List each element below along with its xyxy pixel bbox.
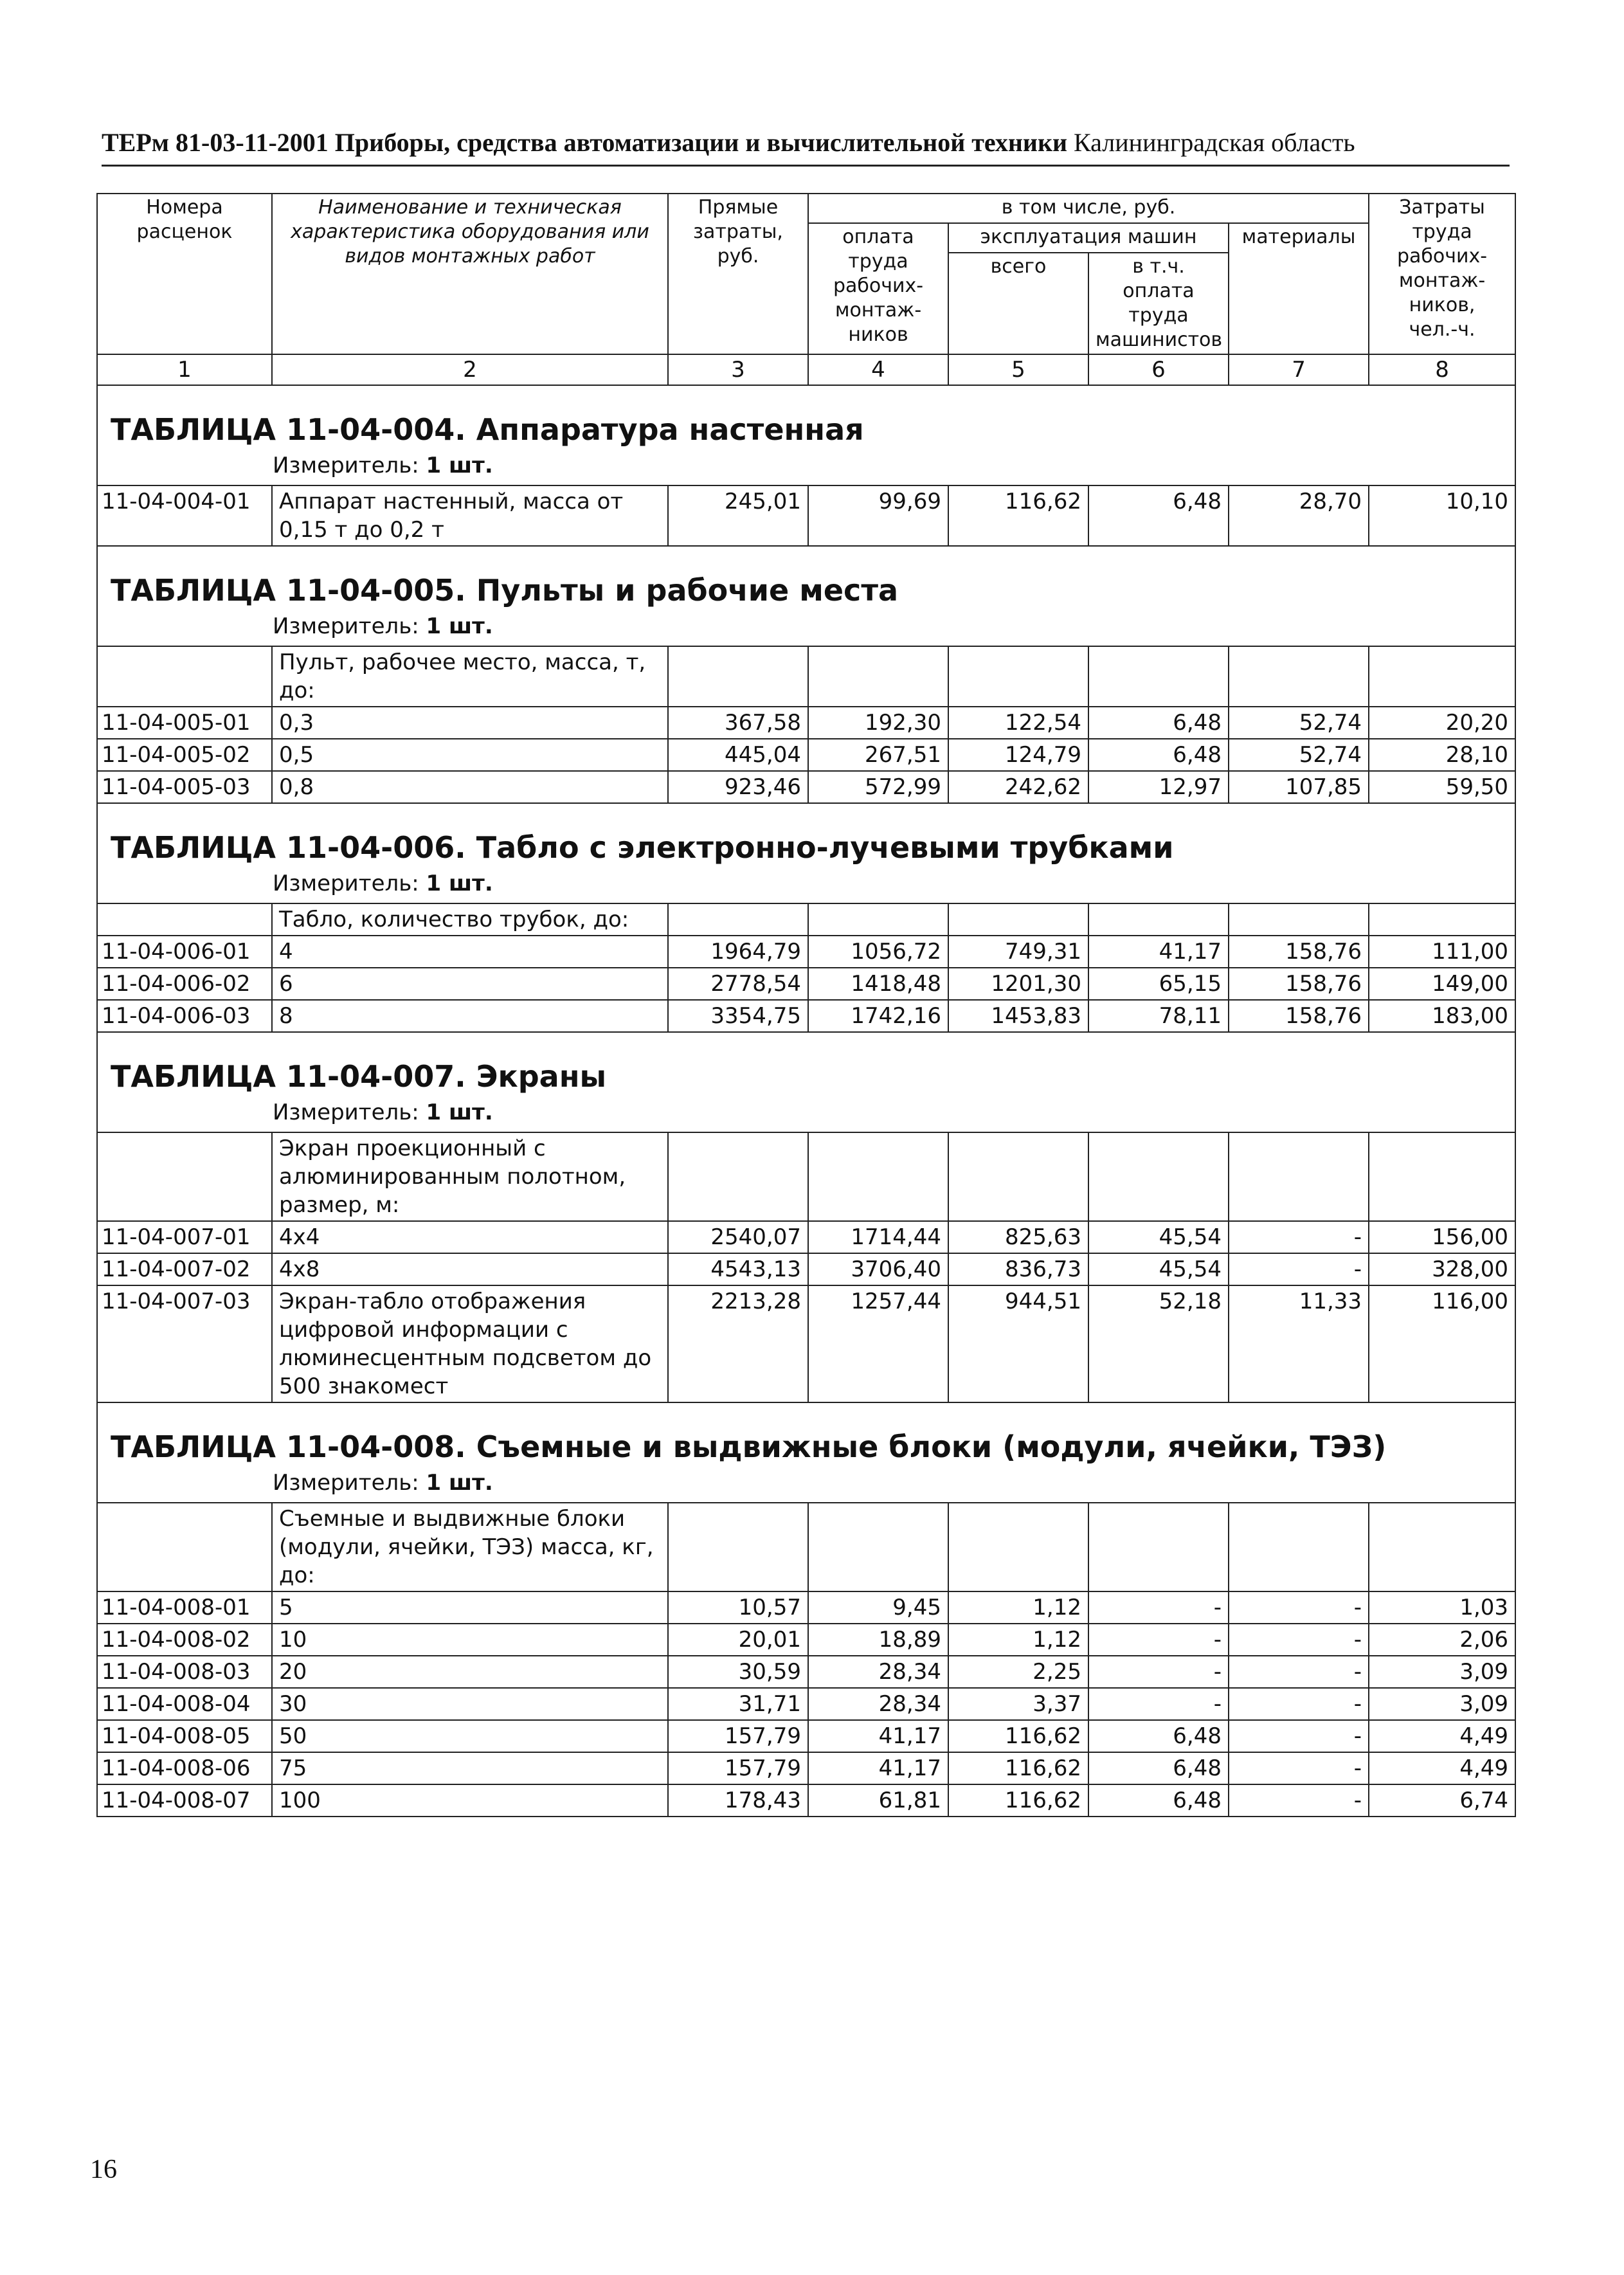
section-header	[97, 803, 1515, 903]
cell-labor: 10,10	[1369, 485, 1515, 546]
cell-labor: 59,50	[1369, 771, 1515, 803]
cell-materials: 158,76	[1229, 936, 1369, 968]
subheader-empty-cell	[97, 646, 272, 707]
section-title: ТАБЛИЦА 11-04-007. Экраны	[111, 1059, 607, 1094]
subheader-empty-cell	[808, 646, 948, 707]
section-title: ТАБЛИЦА 11-04-006. Табло с электронно-лучевыми трубками	[111, 830, 1174, 865]
cell-mach-wages: -	[1088, 1688, 1229, 1720]
cell-direct: 2778,54	[668, 968, 808, 1000]
cell-materials: -	[1229, 1752, 1369, 1784]
cell-direct: 2540,07	[668, 1221, 808, 1253]
subheader-empty-cell	[1369, 903, 1515, 936]
table-row	[97, 485, 1515, 546]
cell-code: 11-04-007-03	[97, 1285, 272, 1402]
col-header-machines-wages: в т.ч. оплата труда машинистов	[1088, 253, 1229, 354]
cell-code: 11-04-008-01	[97, 1591, 272, 1624]
cell-mach: 825,63	[948, 1221, 1088, 1253]
cell-mach-wages: 78,11	[1088, 1000, 1229, 1032]
section-header-row	[97, 803, 1515, 903]
cell-wages: 572,99	[808, 771, 948, 803]
subheader-empty-cell	[1088, 646, 1229, 707]
subheader-empty-cell	[808, 1503, 948, 1591]
cell-materials: -	[1229, 1784, 1369, 1817]
subheader-empty-cell	[1229, 903, 1369, 936]
subheader-text: Пульт, рабочее место, масса, т, до:	[272, 646, 668, 707]
section-header	[97, 546, 1515, 646]
cell-name: 30	[272, 1688, 668, 1720]
subheader-empty-cell	[808, 903, 948, 936]
subheader-empty-cell	[668, 903, 808, 936]
table-row	[97, 1000, 1515, 1032]
cell-name: 50	[272, 1720, 668, 1752]
cell-direct: 30,59	[668, 1656, 808, 1688]
cell-mach-wages: 12,97	[1088, 771, 1229, 803]
cell-name: 20	[272, 1656, 668, 1688]
cell-mach: 836,73	[948, 1253, 1088, 1285]
subheader-empty-cell	[948, 1132, 1088, 1221]
cell-wages: 41,17	[808, 1752, 948, 1784]
rates-table	[96, 193, 1516, 1817]
cell-mach-wages: -	[1088, 1624, 1229, 1656]
cell-direct: 178,43	[668, 1784, 808, 1817]
subheader-empty-cell	[1229, 1132, 1369, 1221]
cell-labor: 4,49	[1369, 1720, 1515, 1752]
subheader-row	[97, 1503, 1515, 1591]
cell-direct: 245,01	[668, 485, 808, 546]
cell-name: 4х8	[272, 1253, 668, 1285]
cell-wages: 18,89	[808, 1624, 948, 1656]
cell-code: 11-04-008-06	[97, 1752, 272, 1784]
cell-materials: -	[1229, 1656, 1369, 1688]
section-header	[97, 1032, 1515, 1132]
subheader-row	[97, 646, 1515, 707]
header-row-1	[97, 194, 1515, 223]
meter-value: 1 шт.	[426, 1470, 493, 1496]
cell-name: 0,8	[272, 771, 668, 803]
section-header-row	[97, 385, 1515, 485]
cell-direct: 4543,13	[668, 1253, 808, 1285]
cell-labor: 20,20	[1369, 707, 1515, 739]
subheader-empty-cell	[1088, 903, 1229, 936]
cell-labor: 149,00	[1369, 968, 1515, 1000]
cell-mach-wages: 6,48	[1088, 707, 1229, 739]
section-title: ТАБЛИЦА 11-04-008. Съемные и выдвижные блоки (модули, ячейки, ТЭЗ)	[111, 1429, 1387, 1464]
subheader-empty-cell	[1369, 1503, 1515, 1591]
cell-mach: 124,79	[948, 739, 1088, 771]
column-numbers-row	[97, 354, 1515, 385]
subheader-empty-cell	[808, 1132, 948, 1221]
cell-name: 75	[272, 1752, 668, 1784]
subheader-empty-cell	[1369, 646, 1515, 707]
cell-materials: -	[1229, 1591, 1369, 1624]
table-row	[97, 1720, 1515, 1752]
col-number: 2	[272, 354, 668, 385]
cell-code: 11-04-008-07	[97, 1784, 272, 1817]
cell-code: 11-04-006-03	[97, 1000, 272, 1032]
cell-direct: 2213,28	[668, 1285, 808, 1402]
cell-labor: 116,00	[1369, 1285, 1515, 1402]
cell-mach-wages: 6,48	[1088, 1784, 1229, 1817]
cell-wages: 28,34	[808, 1656, 948, 1688]
subheader-empty-cell	[97, 1132, 272, 1221]
col-number: 5	[948, 354, 1088, 385]
col-header-wages: оплата труда рабочих-монтаж-ников	[808, 223, 948, 354]
cell-materials: 28,70	[1229, 485, 1369, 546]
subheader-empty-cell	[668, 1503, 808, 1591]
cell-wages: 1257,44	[808, 1285, 948, 1402]
cell-mach: 116,62	[948, 1752, 1088, 1784]
section-title: ТАБЛИЦА 11-04-004. Аппаратура настенная	[111, 412, 864, 447]
cell-wages: 1056,72	[808, 936, 948, 968]
subheader-empty-cell	[97, 903, 272, 936]
section-meter	[98, 451, 1515, 485]
cell-labor: 1,03	[1369, 1591, 1515, 1624]
col-header-labor	[1369, 194, 1515, 354]
cell-mach-wages: 6,48	[1088, 739, 1229, 771]
cell-code: 11-04-008-03	[97, 1656, 272, 1688]
cell-code: 11-04-008-05	[97, 1720, 272, 1752]
section-meter	[98, 1469, 1515, 1502]
cell-mach: 1201,30	[948, 968, 1088, 1000]
title-divider	[102, 165, 1510, 167]
cell-mach-wages: 6,48	[1088, 485, 1229, 546]
cell-wages: 3706,40	[808, 1253, 948, 1285]
cell-wages: 99,69	[808, 485, 948, 546]
cell-wages: 61,81	[808, 1784, 948, 1817]
section-header	[97, 1402, 1515, 1503]
subheader-empty-cell	[948, 903, 1088, 936]
col-header-machines-total: всего	[948, 253, 1088, 354]
col-number: 3	[668, 354, 808, 385]
subheader-empty-cell	[668, 646, 808, 707]
document-title	[102, 127, 1510, 158]
col-number: 4	[808, 354, 948, 385]
cell-materials: -	[1229, 1720, 1369, 1752]
cell-materials: -	[1229, 1253, 1369, 1285]
col-header-direct: Прямые затраты, руб.	[668, 194, 808, 354]
cell-materials: 158,76	[1229, 968, 1369, 1000]
cell-mach: 749,31	[948, 936, 1088, 968]
subheader-empty-cell	[668, 1132, 808, 1221]
table-row	[97, 1624, 1515, 1656]
subheader-empty-cell	[97, 1503, 272, 1591]
cell-direct: 20,01	[668, 1624, 808, 1656]
subheader-text: Табло, количество трубок, до:	[272, 903, 668, 936]
cell-wages: 267,51	[808, 739, 948, 771]
cell-direct: 3354,75	[668, 1000, 808, 1032]
cell-direct: 445,04	[668, 739, 808, 771]
subheader-empty-cell	[1229, 1503, 1369, 1591]
subheader-empty-cell	[1369, 1132, 1515, 1221]
subheader-empty-cell	[948, 1503, 1088, 1591]
cell-wages: 41,17	[808, 1720, 948, 1752]
meter-value: 1 шт.	[426, 453, 493, 478]
subheader-empty-cell	[1088, 1503, 1229, 1591]
subheader-row	[97, 1132, 1515, 1221]
cell-mach-wages: 52,18	[1088, 1285, 1229, 1402]
cell-direct: 923,46	[668, 771, 808, 803]
meter-label: Измеритель:	[273, 453, 419, 478]
cell-name: 100	[272, 1784, 668, 1817]
cell-code: 11-04-005-03	[97, 771, 272, 803]
table-row	[97, 936, 1515, 968]
cell-name: 5	[272, 1591, 668, 1624]
cell-mach-wages: 65,15	[1088, 968, 1229, 1000]
cell-direct: 367,58	[668, 707, 808, 739]
cell-mach: 116,62	[948, 485, 1088, 546]
meter-value: 1 шт.	[426, 613, 493, 639]
meter-label: Измеритель:	[273, 1470, 419, 1496]
section-title: ТАБЛИЦА 11-04-005. Пульты и рабочие места	[111, 573, 899, 608]
cell-wages: 192,30	[808, 707, 948, 739]
cell-code: 11-04-008-02	[97, 1624, 272, 1656]
table-row	[97, 1752, 1515, 1784]
meter-value: 1 шт.	[426, 1100, 493, 1125]
cell-mach-wages: 6,48	[1088, 1752, 1229, 1784]
cell-labor: 28,10	[1369, 739, 1515, 771]
cell-mach: 3,37	[948, 1688, 1088, 1720]
col-header-labor-unit: чел.-ч.	[1409, 318, 1475, 341]
document-title-bold: ТЕРм 81-03-11-2001 Приборы, средства автоматизации и вычислительной техники	[102, 128, 1068, 157]
cell-mach: 122,54	[948, 707, 1088, 739]
cell-mach: 1,12	[948, 1591, 1088, 1624]
cell-materials: -	[1229, 1688, 1369, 1720]
cell-materials: -	[1229, 1221, 1369, 1253]
cell-wages: 28,34	[808, 1688, 948, 1720]
cell-wages: 1742,16	[808, 1000, 948, 1032]
cell-mach: 116,62	[948, 1784, 1088, 1817]
cell-name: 0,5	[272, 739, 668, 771]
cell-code: 11-04-007-02	[97, 1253, 272, 1285]
table-row	[97, 1688, 1515, 1720]
cell-wages: 1714,44	[808, 1221, 948, 1253]
table-row	[97, 1221, 1515, 1253]
cell-name: Аппарат настенный, масса от 0,15 т до 0,2 т	[272, 485, 668, 546]
col-header-labor-text: Затраты труда рабочих-монтаж-ников,	[1396, 196, 1488, 316]
cell-labor: 3,09	[1369, 1656, 1515, 1688]
section-meter	[98, 869, 1515, 903]
document-title-region: Калининградская область	[1074, 128, 1355, 157]
col-header-name: Наименование и техническая характеристика оборудования или видов монтажных работ	[272, 194, 668, 354]
rates-table-body	[97, 194, 1515, 1817]
subheader-empty-cell	[948, 646, 1088, 707]
table-row	[97, 739, 1515, 771]
cell-materials: 158,76	[1229, 1000, 1369, 1032]
cell-mach: 242,62	[948, 771, 1088, 803]
cell-mach-wages: 6,48	[1088, 1720, 1229, 1752]
cell-mach-wages: -	[1088, 1656, 1229, 1688]
cell-materials: 11,33	[1229, 1285, 1369, 1402]
cell-labor: 2,06	[1369, 1624, 1515, 1656]
cell-materials: 52,74	[1229, 707, 1369, 739]
meter-label: Измеритель:	[273, 613, 419, 639]
cell-name: 8	[272, 1000, 668, 1032]
page-number: 16	[90, 2155, 117, 2184]
col-header-codes: Номера расценок	[97, 194, 272, 354]
cell-direct: 10,57	[668, 1591, 808, 1624]
section-header	[97, 385, 1515, 485]
cell-mach-wages: 45,54	[1088, 1253, 1229, 1285]
cell-direct: 31,71	[668, 1688, 808, 1720]
col-header-machines: эксплуатация машин	[948, 223, 1229, 253]
cell-code: 11-04-005-01	[97, 707, 272, 739]
cell-labor: 156,00	[1369, 1221, 1515, 1253]
table-row	[97, 1656, 1515, 1688]
table-row	[97, 1253, 1515, 1285]
table-row	[97, 968, 1515, 1000]
meter-label: Измеритель:	[273, 1100, 419, 1125]
cell-code: 11-04-006-02	[97, 968, 272, 1000]
cell-labor: 6,74	[1369, 1784, 1515, 1817]
subheader-empty-cell	[1229, 646, 1369, 707]
col-header-incl: в том числе, руб.	[808, 194, 1369, 223]
cell-name: 4	[272, 936, 668, 968]
cell-labor: 111,00	[1369, 936, 1515, 968]
col-number: 1	[97, 354, 272, 385]
table-row	[97, 707, 1515, 739]
subheader-empty-cell	[1088, 1132, 1229, 1221]
cell-labor: 3,09	[1369, 1688, 1515, 1720]
cell-code: 11-04-004-01	[97, 485, 272, 546]
cell-code: 11-04-006-01	[97, 936, 272, 968]
section-meter	[98, 612, 1515, 646]
cell-name: 0,3	[272, 707, 668, 739]
cell-code: 11-04-005-02	[97, 739, 272, 771]
col-header-materials: материалы	[1229, 223, 1369, 354]
cell-labor: 328,00	[1369, 1253, 1515, 1285]
cell-mach-wages: 41,17	[1088, 936, 1229, 968]
cell-wages: 1418,48	[808, 968, 948, 1000]
cell-code: 11-04-007-01	[97, 1221, 272, 1253]
table-row	[97, 1285, 1515, 1402]
meter-label: Измеритель:	[273, 871, 419, 896]
cell-mach: 116,62	[948, 1720, 1088, 1752]
meter-value: 1 шт.	[426, 871, 493, 896]
section-header-row	[97, 1402, 1515, 1503]
cell-mach-wages: 45,54	[1088, 1221, 1229, 1253]
cell-code: 11-04-008-04	[97, 1688, 272, 1720]
cell-materials: 52,74	[1229, 739, 1369, 771]
cell-mach-wages: -	[1088, 1591, 1229, 1624]
cell-mach: 2,25	[948, 1656, 1088, 1688]
cell-direct: 157,79	[668, 1720, 808, 1752]
table-row	[97, 771, 1515, 803]
cell-name: 10	[272, 1624, 668, 1656]
subheader-text: Экран проекционный с алюминированным полотном, размер, м:	[272, 1132, 668, 1221]
col-number: 8	[1369, 354, 1515, 385]
table-row	[97, 1784, 1515, 1817]
cell-mach: 1453,83	[948, 1000, 1088, 1032]
cell-mach: 944,51	[948, 1285, 1088, 1402]
cell-direct: 1964,79	[668, 936, 808, 968]
cell-name: Экран-табло отображения цифровой информации с люминесцентным подсветом до 500 знакомест	[272, 1285, 668, 1402]
subheader-text: Съемные и выдвижные блоки (модули, ячейки, ТЭЗ) масса, кг, до:	[272, 1503, 668, 1591]
cell-labor: 183,00	[1369, 1000, 1515, 1032]
cell-name: 4х4	[272, 1221, 668, 1253]
section-meter	[98, 1098, 1515, 1132]
table-row	[97, 1591, 1515, 1624]
cell-labor: 4,49	[1369, 1752, 1515, 1784]
cell-name: 6	[272, 968, 668, 1000]
subheader-row	[97, 903, 1515, 936]
col-number: 7	[1229, 354, 1369, 385]
section-header-row	[97, 1032, 1515, 1132]
cell-materials: -	[1229, 1624, 1369, 1656]
cell-materials: 107,85	[1229, 771, 1369, 803]
cell-wages: 9,45	[808, 1591, 948, 1624]
cell-direct: 157,79	[668, 1752, 808, 1784]
section-header-row	[97, 546, 1515, 646]
cell-mach: 1,12	[948, 1624, 1088, 1656]
col-number: 6	[1088, 354, 1229, 385]
